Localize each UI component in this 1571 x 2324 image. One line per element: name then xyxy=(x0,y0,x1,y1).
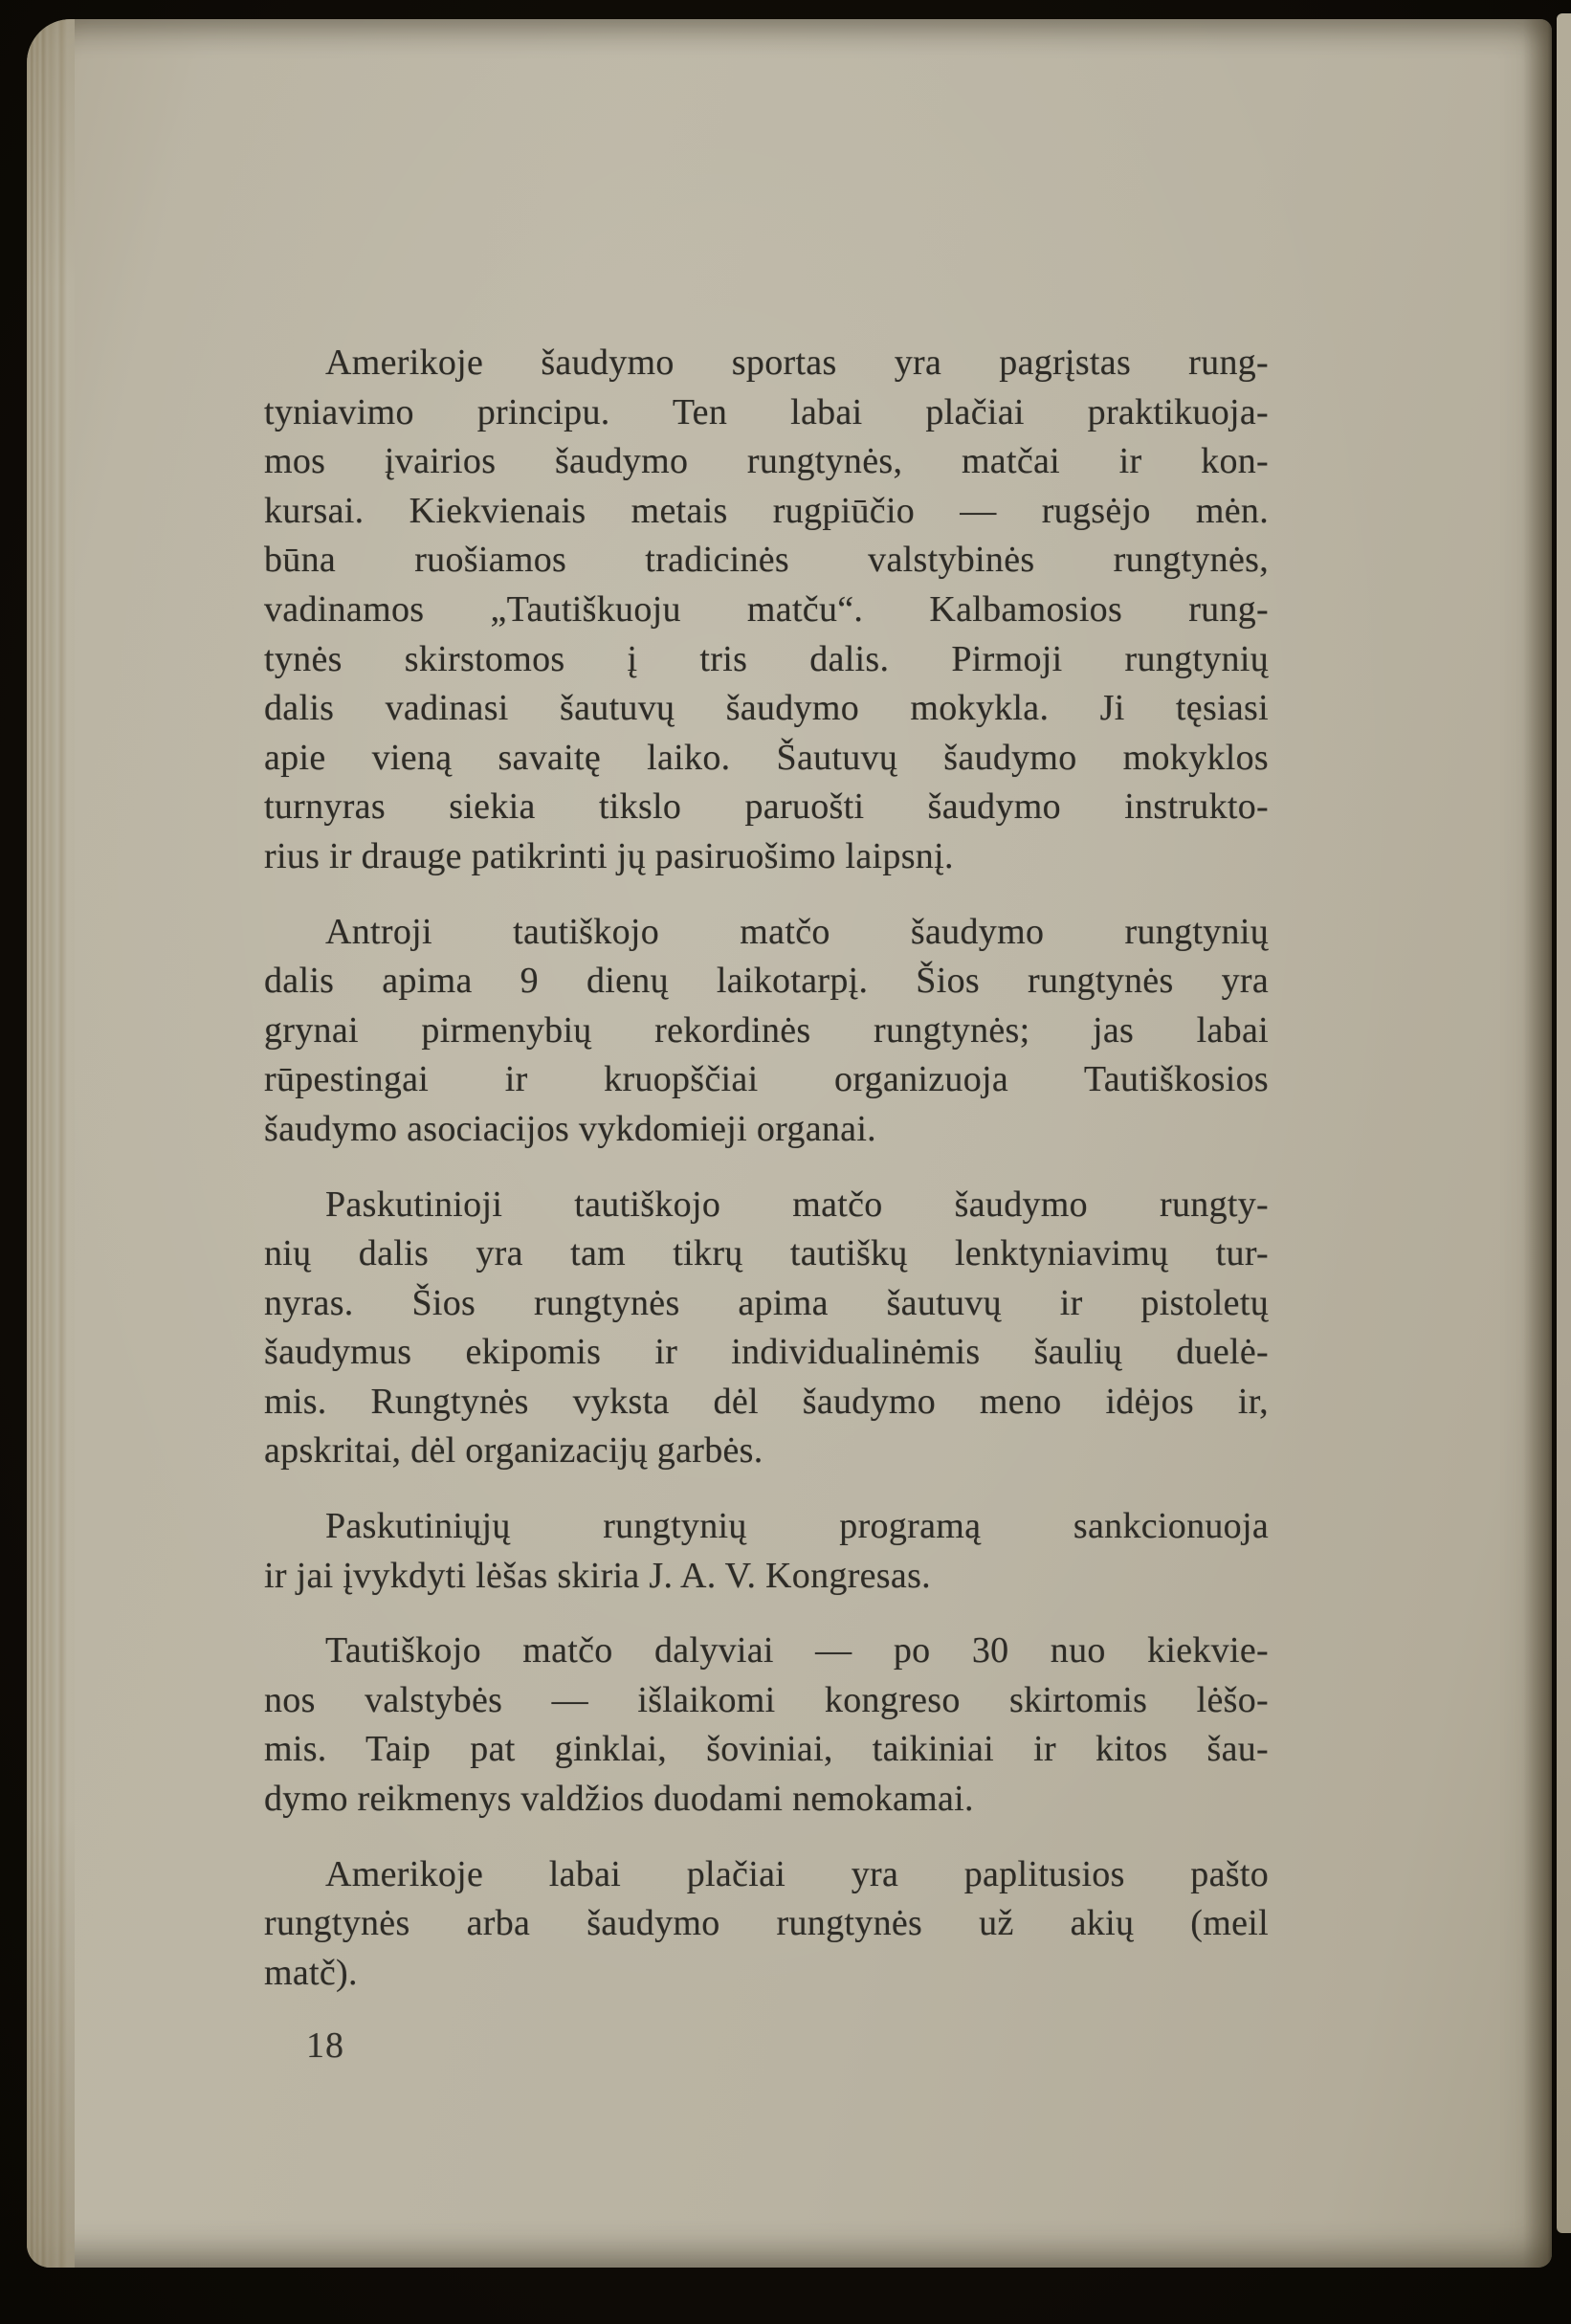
text-line: šaudymus ekipomis ir individualinėmis šaulių duelė- xyxy=(264,1332,1269,1373)
next-page-edge xyxy=(1557,13,1571,2233)
page-stack-edge xyxy=(27,19,75,2268)
text-line: ir jai įvykdyti lėšas skiria J. A. V. Kongresas. xyxy=(264,1555,931,1596)
text-line: Amerikoje labai plačiai yra paplitusios pašto xyxy=(325,1853,1269,1894)
text-line: nos valstybės — išlaikomi kongreso skirtomis lėšo- xyxy=(264,1679,1269,1720)
text-line: dalis apima 9 dienų laikotarpį. Šios rungtynės yra xyxy=(264,961,1269,1002)
book-page xyxy=(27,19,1552,2268)
text-line: apskritai, dėl organizacijų garbės. xyxy=(264,1430,763,1472)
text-line: būna ruošiamos tradicinės valstybinės rungtynės, xyxy=(264,540,1269,581)
text-line: nių dalis yra tam tikrų tautiškų lenktyniavimų tur- xyxy=(264,1233,1269,1274)
paragraph-3 xyxy=(264,1181,1269,1477)
text-line: mos įvairios šaudymo rungtynės, matčai ir kon- xyxy=(264,441,1269,482)
text-line: nyras. Šios rungtynės apima šautuvų ir pistoletų xyxy=(264,1282,1269,1323)
text-line: turnyras siekia tikslo paruošti šaudymo instrukto- xyxy=(264,786,1269,828)
paragraph-4 xyxy=(264,1502,1269,1601)
text-line: mis. Rungtynės vyksta dėl šaudymo meno idėjos ir, xyxy=(264,1381,1269,1422)
text-line: matč). xyxy=(264,1952,358,1993)
text-line: Antroji tautiškojo matčo šaudymo rungtynių xyxy=(325,911,1269,952)
text-line: kursai. Kiekvienais metais rugpiūčio — rugsėjo mėn. xyxy=(264,490,1269,531)
text-line: dalis vadinasi šautuvų šaudymo mokykla. Ji tęsiasi xyxy=(264,688,1269,729)
body-text xyxy=(264,339,1269,1998)
text-line: Paskutinioji tautiškojo matčo šaudymo rungty- xyxy=(325,1184,1269,1225)
text-line: šaudymo asociacijos vykdomieji organai. xyxy=(264,1108,876,1149)
text-line: Paskutiniųjų rungtynių programą sankcionuoja xyxy=(325,1506,1269,1547)
text-line: vadinamos „Tautiškuoju matču“. Kalbamosios rung- xyxy=(264,588,1269,630)
paragraph-5 xyxy=(264,1627,1269,1824)
text-line: Amerikoje šaudymo sportas yra pagrįstas rung- xyxy=(325,343,1269,383)
text-line: tyniavimo principu. Ten labai plačiai praktikuoja- xyxy=(264,391,1269,432)
page-number: 18 xyxy=(306,2025,344,2066)
paragraph-1 xyxy=(264,339,1269,882)
text-line: dymo reikmenys valdžios duodami nemokamai. xyxy=(264,1779,974,1820)
text-line: Tautiškojo matčo dalyviai — po 30 nuo kiekvie- xyxy=(325,1630,1269,1671)
text-line: rungtynės arba šaudymo rungtynės už akių (meil xyxy=(264,1903,1269,1944)
text-line: rius ir drauge patikrinti jų pasiruošimo laipsnį. xyxy=(264,835,954,876)
paragraph-2 xyxy=(264,908,1269,1155)
text-line: grynai pirmenybių rekordinės rungtynės; jas labai xyxy=(264,1009,1269,1051)
text-line: tynės skirstomos į tris dalis. Pirmoji rungtynių xyxy=(264,638,1269,679)
page-right-shadow xyxy=(1523,19,1552,2268)
text-line: rūpestingai ir kruopščiai organizuoja Tautiškosios xyxy=(264,1059,1269,1100)
text-line: mis. Taip pat ginklai, šoviniai, taikiniai ir kitos šau- xyxy=(264,1729,1269,1770)
paragraph-6 xyxy=(264,1850,1269,1999)
text-line: apie vieną savaitę laiko. Šautuvų šaudymo mokyklos xyxy=(264,737,1269,778)
